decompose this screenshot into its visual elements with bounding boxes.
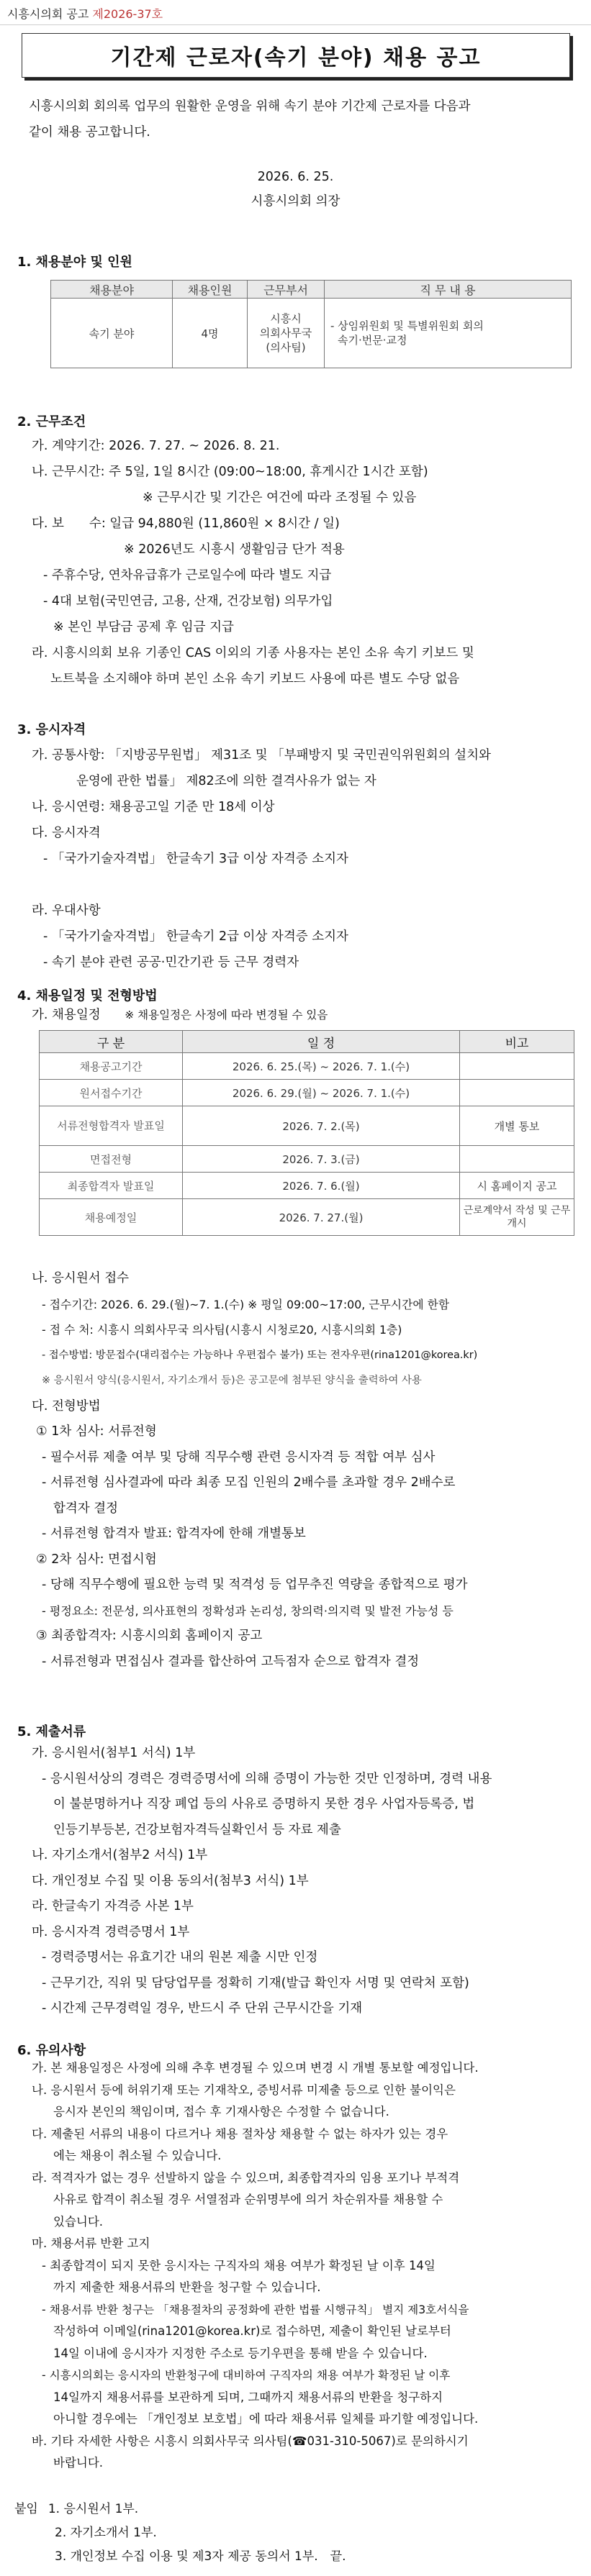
text-line: 가. 채용일정 bbox=[32, 1008, 101, 1022]
text-line: - 채용서류 반환 청구는 「채용절차의 공정화에 관한 법률 시행규칙」 별지 제3호서식을 bbox=[42, 2303, 469, 2316]
text-line: 14일까지 채용서류를 보관하게 되며, 그때까지 채용서류의 반환을 청구하지 bbox=[53, 2390, 443, 2404]
section-2-body bbox=[32, 433, 579, 692]
notice-header-text bbox=[7, 5, 163, 22]
text-line: 바. 기타 자세한 사항은 시흥시 의회사무국 의사팀(☎031-310-5067)로 문의하시기 bbox=[32, 2434, 469, 2448]
text-line: - 서류전형 심사결과에 따라 최종 모집 인원의 2배수를 초과할 경우 2배수로 bbox=[42, 1475, 456, 1490]
page-title: 기간제 근로자(속기 분야) 채용 공고 bbox=[22, 33, 570, 78]
field-cell: 속기 분야 bbox=[51, 299, 173, 368]
intro-line: 시흥시의회 회의록 업무의 원활한 운영을 위해 속기 분야 기간제 근로자를 다음과 bbox=[29, 99, 471, 114]
text-line: ② 2차 심사: 면접시험 bbox=[36, 1552, 157, 1567]
text-line: ※ 본인 부담금 공제 후 임금 지급 bbox=[53, 620, 234, 634]
dept-line: 시흥시 bbox=[270, 312, 302, 325]
attachment-item: 3. 개인정보 수집 이용 및 제3자 제공 동의서 1부. 끝. bbox=[55, 2549, 346, 2564]
text-line: 인등기부등본, 건강보험자격득실확인서 등 자료 제출 bbox=[53, 1822, 341, 1837]
table-cell: 2026. 7. 27.(월) bbox=[183, 1199, 460, 1236]
duty-line: 속기·번문·교정 bbox=[338, 334, 407, 347]
recruit-table bbox=[50, 280, 572, 368]
notice-date: 2026. 6. 25. bbox=[257, 170, 334, 184]
text-line: - 속기 분야 관련 공공·민간기관 등 근무 경력자 bbox=[43, 955, 299, 970]
text-line: ※ 응시원서 양식(응시원서, 자기소개서 등)은 공고문에 첨부된 양식을 출력하여 사용 bbox=[42, 1375, 422, 1386]
table-cell: 2026. 7. 6.(월) bbox=[183, 1173, 460, 1199]
text-line: 나. 자기소개서(첨부2 서식) 1부 bbox=[32, 1848, 208, 1862]
text-line: - 필수서류 제출 여부 및 당해 직무수행 관련 응시자격 등 적합 여부 심사 bbox=[42, 1449, 436, 1465]
text-line: 라. 한글속기 자격증 사본 1부 bbox=[32, 1899, 194, 1913]
intro-text bbox=[29, 94, 576, 145]
section-4-body bbox=[32, 1266, 586, 1675]
text-line: 마. 응시자격 경력증명서 1부 bbox=[32, 1924, 190, 1939]
text-line: - 응시원서상의 경력은 경력증명서에 의해 증명이 가능한 것만 인정하며, 경력 내용 bbox=[42, 1771, 492, 1786]
text-line: - 시흥시의회는 응시자의 반환청구에 대비하여 구직자의 채용 여부가 확정된 날 이후 bbox=[42, 2369, 451, 2382]
table-cell: 개별 통보 bbox=[460, 1106, 574, 1146]
text-line: 나. 응시원서 접수 bbox=[32, 1271, 130, 1285]
section-6-body bbox=[32, 2057, 586, 2475]
text-line: - 근무기간, 직위 및 담당업무를 정확히 기재(발급 확인자 서명 및 연락처 포함) bbox=[42, 1975, 469, 1990]
text-line: - 접 수 처: 시흥시 의회사무국 의사팀(시흥시 시청로20, 시흥시의회 1층) bbox=[42, 1323, 402, 1337]
table-cell: 최종합격자 발표일 bbox=[40, 1173, 183, 1199]
text-line: 다. 응시자격 bbox=[32, 826, 101, 840]
header-number: 제2026-37호 bbox=[92, 7, 163, 21]
text-line: ① 1차 심사: 서류전형 bbox=[36, 1424, 157, 1439]
text-line: 라. 우대사항 bbox=[32, 904, 101, 918]
dept-line: 의회사무국 bbox=[259, 327, 312, 340]
text-line: 에는 채용이 취소될 수 있습니다. bbox=[53, 2149, 222, 2162]
text-line: - 당해 직무수행에 필요한 능력 및 적격성 등 업무추진 역량을 종합적으로 평가 bbox=[42, 1578, 468, 1592]
text-line: 있습니다. bbox=[53, 2214, 104, 2229]
text-line: - 접수기간: 2026. 6. 29.(월)~7. 1.(수) ※ 평일 09:00~17:00, 근무시간에 한함 bbox=[42, 1297, 450, 1311]
table-cell bbox=[460, 1146, 574, 1173]
table-cell: 원서접수기간 bbox=[40, 1080, 183, 1106]
text-line: - 서류전형과 면접심사 결과를 합산하여 고득점자 순으로 합격자 결정 bbox=[42, 1654, 420, 1669]
table-header: 채용인원 bbox=[173, 281, 248, 299]
text-line: - 「국가기술자격법」 한글속기 3급 이상 자격증 소지자 bbox=[43, 852, 348, 866]
table-cell: 면접전형 bbox=[40, 1146, 183, 1173]
attachment-item: 2. 자기소개서 1부. bbox=[55, 2526, 157, 2540]
table-header: 구 분 bbox=[40, 1031, 183, 1053]
section-4-title: 4. 채용일정 및 전형방법 bbox=[17, 988, 158, 1003]
text-line: 나. 응시연령: 채용공고일 기준 만 18세 이상 bbox=[32, 800, 275, 814]
text-line: 합격자 결정 bbox=[53, 1501, 119, 1516]
table-header: 비고 bbox=[460, 1031, 574, 1053]
table-cell: 2026. 6. 29.(월) ~ 2026. 7. 1.(수) bbox=[183, 1080, 460, 1106]
table-cell bbox=[460, 1053, 574, 1080]
text-line: 가. 본 채용일정은 사정에 의해 추후 변경될 수 있으며 변경 시 개별 통보할 예정입니다. bbox=[32, 2061, 479, 2075]
text-line: 라. 시흥시의회 보유 기종인 CAS 이외의 기종 사용자는 본인 소유 속기 키보드 및 bbox=[32, 646, 474, 660]
section-6-title: 6. 유의사항 bbox=[17, 2043, 86, 2058]
count-cell: 4명 bbox=[173, 299, 248, 368]
text-line: 사유로 합격이 취소될 경우 서열점과 순위명부에 의거 차순위자를 채용할 수 bbox=[53, 2193, 443, 2206]
text-line: - 시간제 근무경력일 경우, 반드시 주 단위 근무시간을 기재 bbox=[42, 2001, 363, 2016]
table-row bbox=[51, 299, 572, 368]
dept-line: (의사팀) bbox=[266, 341, 306, 354]
text-line: 다. 보 수: 일급 94,880원 (11,860원 × 8시간 / 일) bbox=[32, 516, 340, 531]
text-line: 다. 전형방법 bbox=[32, 1398, 101, 1414]
table-row bbox=[40, 1106, 574, 1146]
table-row bbox=[40, 1173, 574, 1199]
text-line: - 최종합격이 되지 못한 응시자는 구직자의 채용 여부가 확정된 날 이후 14일 bbox=[42, 2258, 436, 2272]
notice-header bbox=[0, 0, 591, 25]
table-header: 일 정 bbox=[183, 1031, 460, 1053]
text-line: 바랍니다. bbox=[53, 2456, 104, 2470]
text-line: 라. 적격자가 없는 경우 선발하지 않을 수 있으며, 최종합격자의 임용 포기나 부적격 bbox=[32, 2170, 460, 2185]
text-line: 마. 채용서류 반환 고지 bbox=[32, 2236, 150, 2250]
table-header: 근무부서 bbox=[248, 281, 325, 299]
table-cell: 채용공고기간 bbox=[40, 1053, 183, 1080]
attachments bbox=[14, 2498, 576, 2569]
schedule-table bbox=[39, 1030, 574, 1236]
text-line: 노트북을 소지해야 하며 본인 소유 속기 키보드 사용에 따른 별도 수당 없음 bbox=[50, 672, 460, 686]
schedule-label bbox=[32, 1002, 579, 1028]
text-line: 까지 제출한 채용서류의 반환을 청구할 수 있습니다. bbox=[53, 2280, 321, 2294]
section-3-body bbox=[32, 742, 579, 975]
duty-cell bbox=[325, 299, 572, 368]
table-cell: 2026. 7. 3.(금) bbox=[183, 1146, 460, 1173]
attachments-label: 붙임 bbox=[14, 2502, 38, 2516]
dept-cell bbox=[248, 299, 325, 368]
text-line: - 주휴수당, 연차유급휴가 근로일수에 따라 별도 지급 bbox=[43, 568, 332, 583]
table-row bbox=[40, 1080, 574, 1106]
table-row bbox=[40, 1053, 574, 1080]
text-line: ※ 근무시간 및 기간은 여건에 따라 조정될 수 있음 bbox=[143, 491, 417, 505]
text-line: 나. 근무시간: 주 5일, 1일 8시간 (09:00~18:00, 휴게시간 1시간 포함) bbox=[32, 465, 428, 479]
table-header: 채용분야 bbox=[51, 281, 173, 299]
section-5-body bbox=[32, 1741, 586, 2022]
section-5-title: 5. 제출서류 bbox=[17, 1724, 86, 1739]
schedule-note: ※ 채용일정은 사정에 따라 변경될 수 있음 bbox=[125, 1009, 328, 1021]
table-cell bbox=[460, 1080, 574, 1106]
text-line: 운영에 관한 법률」 제82조에 의한 결격사유가 없는 자 bbox=[76, 774, 376, 788]
table-header: 직 무 내 용 bbox=[325, 281, 572, 299]
header-org: 시흥시의회 공고 bbox=[7, 7, 89, 21]
text-line: - 서류전형 합격자 발표: 합격자에 한해 개별통보 bbox=[42, 1526, 306, 1541]
table-cell: 2026. 6. 25.(목) ~ 2026. 7. 1.(수) bbox=[183, 1053, 460, 1080]
attachment-item: 1. 응시원서 1부. bbox=[48, 2502, 139, 2516]
section-3-title: 3. 응시자격 bbox=[17, 722, 86, 737]
text-line: ③ 최종합격자: 시흥시의회 홈페이지 공고 bbox=[36, 1629, 263, 1643]
duty-line: - 상임위원회 및 특별위원회 회의 bbox=[330, 319, 484, 332]
table-cell: 시 홈페이지 공고 bbox=[460, 1173, 574, 1199]
text-line: 나. 응시원서 등에 허위기재 또는 기재착오, 증빙서류 미제출 등으로 인한 불이익은 bbox=[32, 2083, 456, 2097]
text-line: 응시자 본인의 책임이며, 접수 후 기재사항은 수정할 수 없습니다. bbox=[53, 2105, 389, 2118]
table-cell: 근로계약서 작성 및 근무 개시 bbox=[460, 1199, 574, 1236]
table-row bbox=[40, 1199, 574, 1236]
spacer bbox=[32, 872, 579, 898]
text-line: 다. 제출된 서류의 내용이 다르거나 채용 절차상 채용할 수 없는 하자가 있는 경우 bbox=[32, 2126, 448, 2141]
text-line: 아니할 경우에는 「개인정보 보호법」에 따라 채용서류 일체를 파기할 예정입니다. bbox=[53, 2412, 479, 2426]
text-line: - 「국가기술자격법」 한글속기 2급 이상 자격증 소지자 bbox=[43, 929, 348, 944]
text-line: 다. 개인정보 수집 및 이용 동의서(첨부3 서식) 1부 bbox=[32, 1873, 309, 1888]
text-line: 가. 공통사항: 「지방공무원법」 제31조 및 「부패방지 및 국민권익위원회의 설치와 bbox=[32, 748, 491, 763]
section-2-title: 2. 근무조건 bbox=[17, 414, 86, 429]
text-line: 이 불분명하거나 직장 폐업 등의 사유로 증명하지 못한 경우 사업자등록증, 법 bbox=[53, 1797, 475, 1811]
section-1-title: 1. 채용분야 및 인원 bbox=[17, 255, 132, 270]
text-line: - 경력증명서는 유효기간 내의 원본 제출 시만 인정 bbox=[42, 1950, 318, 1965]
notice-issuer: 시흥시의회 의장 bbox=[251, 194, 340, 209]
text-line: - 평정요소: 전문성, 의사표현의 정확성과 논리성, 창의력·의지력 및 발전 가능성 등 bbox=[42, 1603, 454, 1618]
text-line: - 접수방법: 방문접수(대리접수는 가능하나 우편접수 불가) 또는 전자우편(rina1201@korea.kr) bbox=[42, 1349, 478, 1361]
text-line: 작성하여 이메일(rina1201@korea.kr)로 접수하면, 제출이 확인된 날로부터 bbox=[53, 2324, 451, 2338]
text-line: 가. 계약기간: 2026. 7. 27. ~ 2026. 8. 21. bbox=[32, 439, 280, 453]
table-cell: 2026. 7. 2.(목) bbox=[183, 1106, 460, 1146]
table-row bbox=[40, 1146, 574, 1173]
table-cell: 채용예정일 bbox=[40, 1199, 183, 1236]
intro-line: 같이 채용 공고합니다. bbox=[29, 125, 150, 140]
text-line: 가. 응시원서(첨부1 서식) 1부 bbox=[32, 1746, 196, 1760]
table-cell: 서류전형합격자 발표일 bbox=[40, 1106, 183, 1146]
text-line: 14일 이내에 응시자가 지정한 주소로 등기우편을 통해 받을 수 있습니다. bbox=[53, 2346, 428, 2360]
text-line: - 4대 보험(국민연금, 고용, 산재, 건강보험) 의무가입 bbox=[43, 594, 333, 609]
text-line: ※ 2026년도 시흥시 생활임금 단가 적용 bbox=[124, 542, 345, 557]
